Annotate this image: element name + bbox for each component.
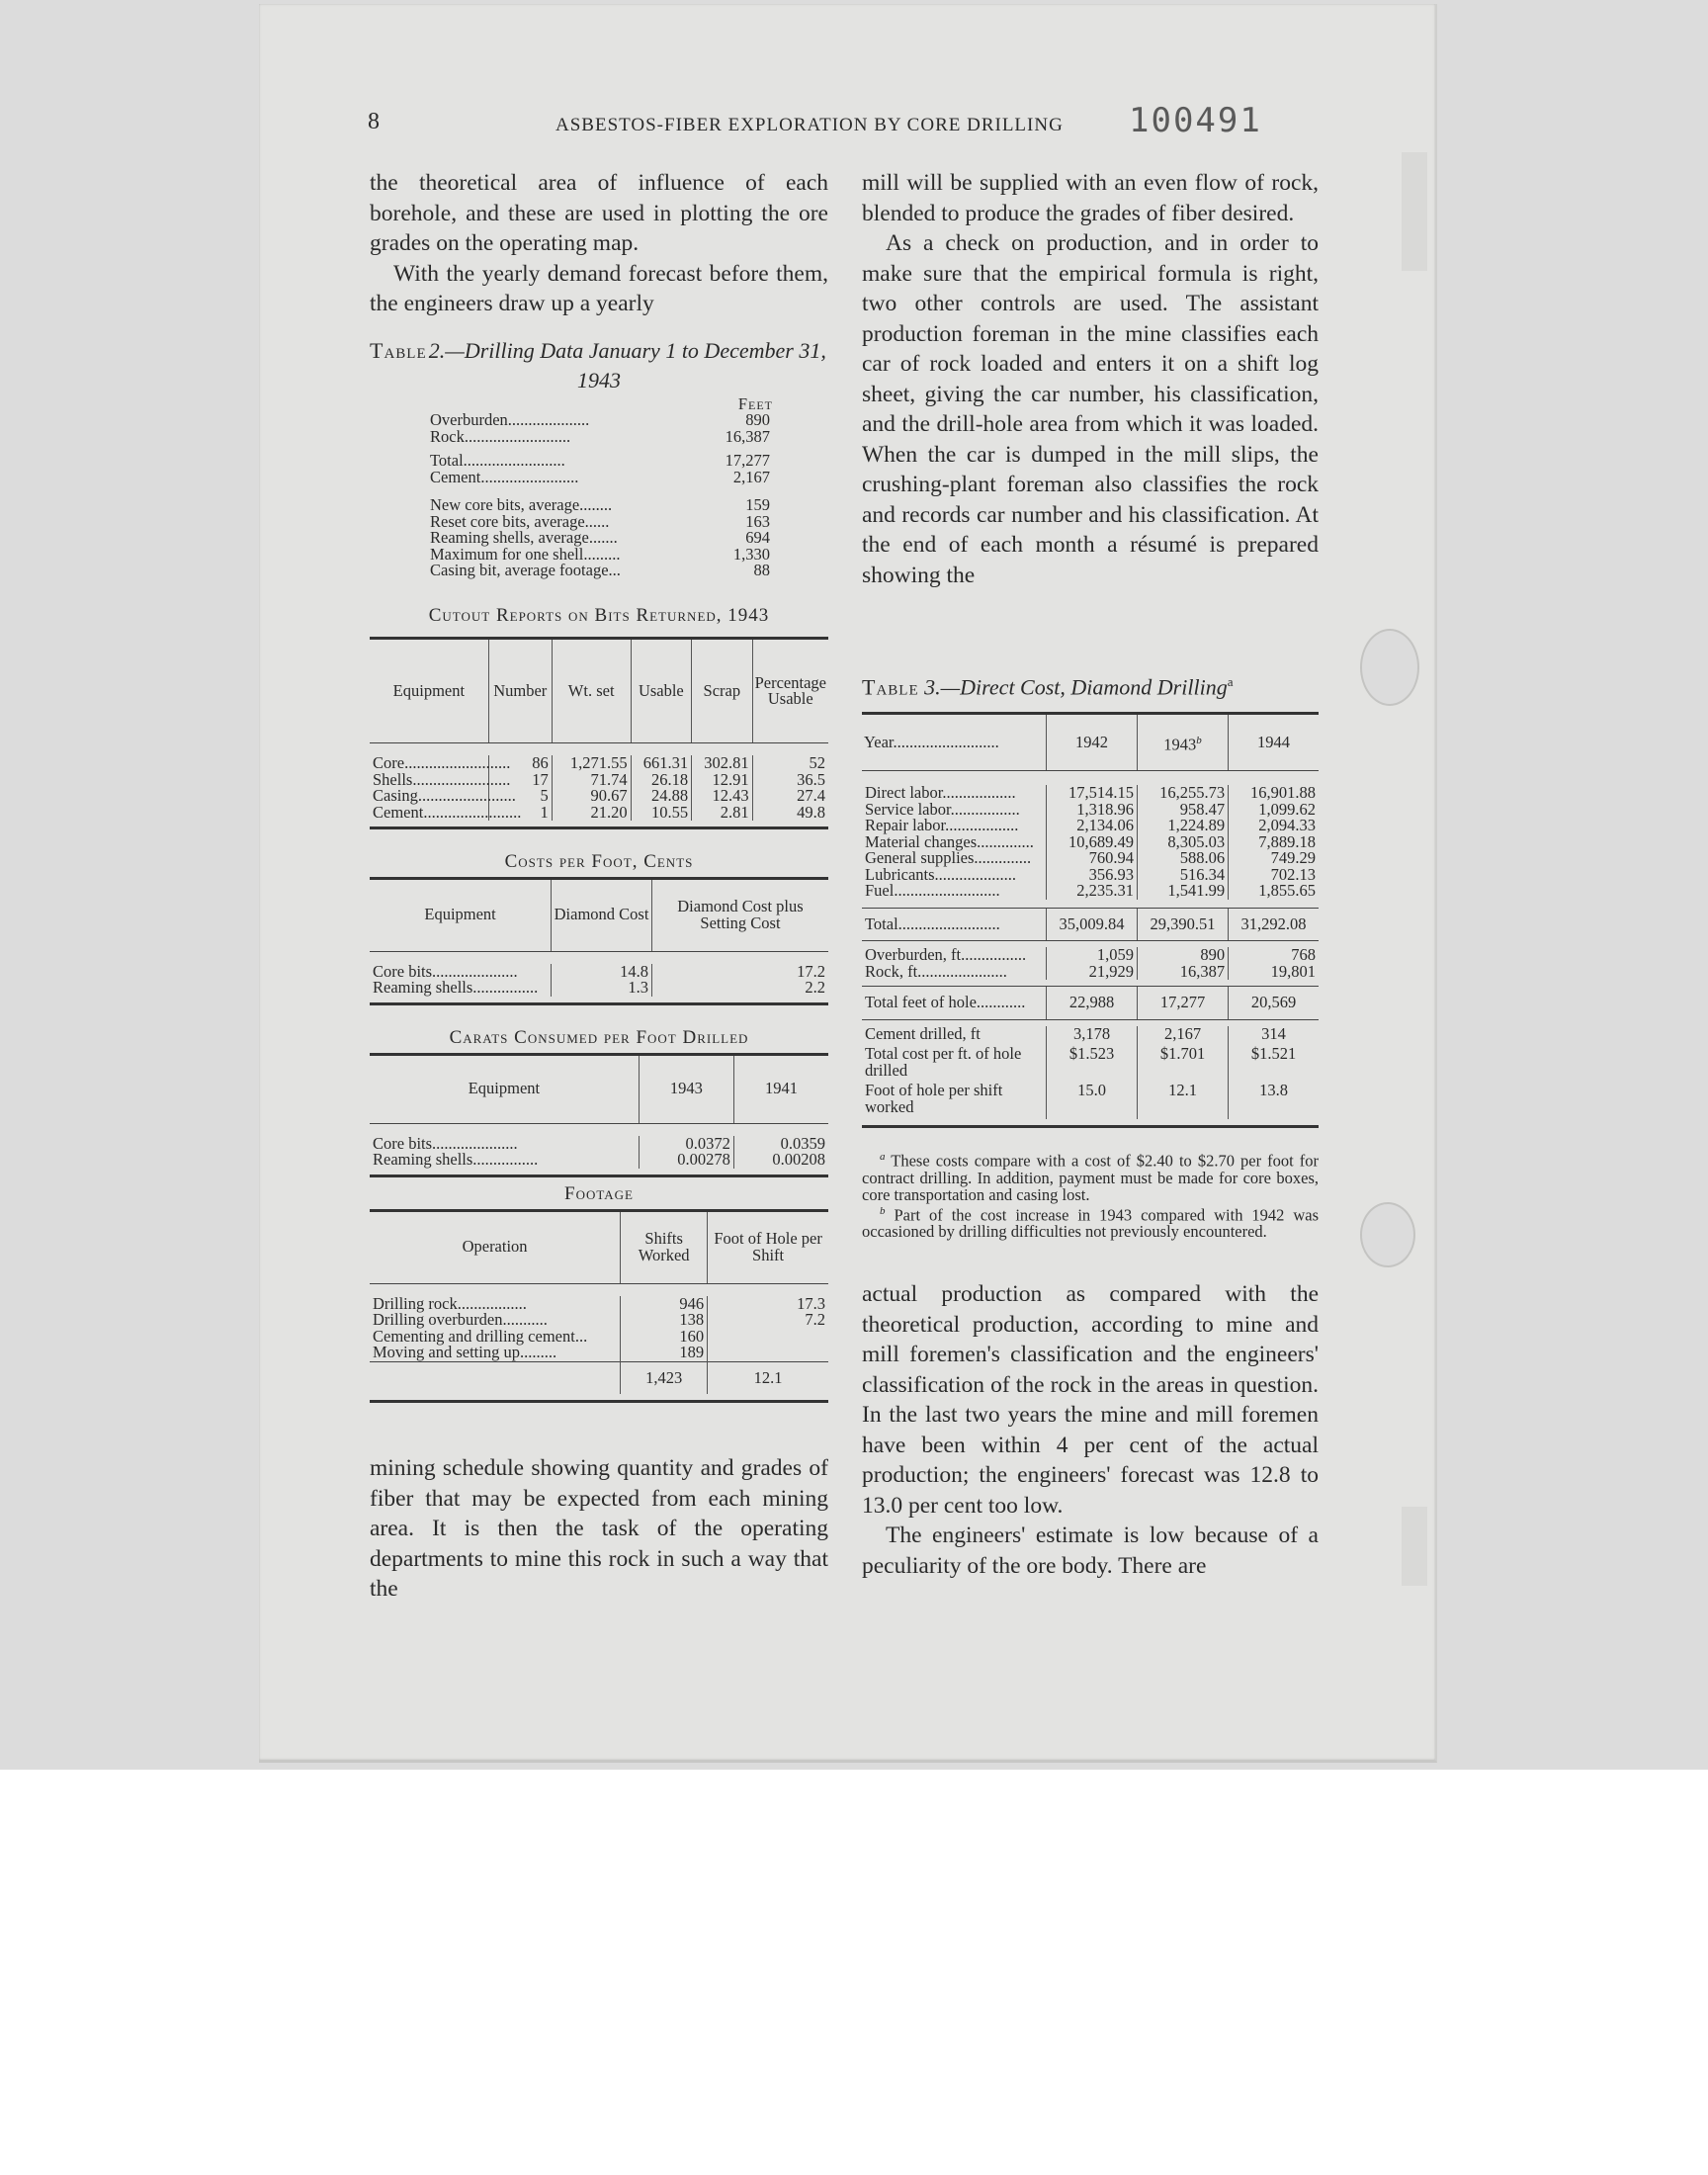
column-header: Equipment	[370, 639, 488, 743]
column-header: 1942	[1047, 714, 1138, 771]
row-value: 0.00208	[733, 1152, 828, 1169]
row-value: 702.13	[1229, 867, 1319, 884]
row-label: Rock, ft......................	[865, 961, 1007, 981]
row-value: 1,271.55	[552, 755, 631, 772]
table-header-row	[370, 1054, 828, 1123]
cutout-title: Cutout Reports on Bits Returned, 1943	[428, 605, 770, 626]
row-value: 17,277	[1138, 987, 1229, 1020]
row-value: $1.523	[1047, 1046, 1138, 1083]
right-column	[862, 168, 1319, 590]
footnote-b: $^b$ Part of the cost increase in 1943 compared with 1942 was occasioned by drilling difficulties not previously encountered.	[862, 1204, 1320, 1241]
document-page	[259, 4, 1437, 1763]
row-value: 5	[488, 788, 552, 805]
column-header: Usable	[631, 639, 691, 743]
row-value: 138	[621, 1312, 708, 1329]
row-value: 1,099.62	[1229, 802, 1319, 819]
row-label: Service labor.................	[865, 799, 1020, 819]
column-header: Percentage Usable	[752, 639, 828, 743]
row-value: 17,514.15	[1047, 785, 1138, 802]
row-value: 890	[1138, 947, 1229, 964]
row-value: 1	[488, 805, 552, 822]
row-label: Lubricants....................	[865, 864, 1017, 884]
row-label: Cementing and drilling cement...	[373, 1326, 588, 1346]
table2-rows-total	[427, 453, 773, 485]
row-value: 7,889.18	[1229, 834, 1319, 851]
row-label: Total feet of hole............	[862, 987, 1047, 1020]
row-label: Casing bit, average footage...	[430, 561, 621, 579]
row-value: 71.74	[552, 772, 631, 789]
row-value: 2.81	[692, 805, 752, 822]
row-label: Cement drilled, ft	[865, 1023, 981, 1043]
row-value: 90.67	[552, 788, 631, 805]
cutout-table	[370, 637, 828, 829]
table-row	[427, 563, 773, 579]
row-value: 86	[488, 755, 552, 772]
table-row	[862, 1026, 1319, 1047]
paragraph: The engineers' estimate is low because of a peculiarity of the ore body. There are	[862, 1522, 1319, 1579]
row-value: 29,390.51	[1138, 908, 1229, 941]
table-row	[370, 1152, 828, 1169]
row-value: 49.8	[752, 805, 828, 822]
paragraph: With the yearly demand forecast before them, the engineers draw up a yearly	[370, 260, 828, 316]
table3	[862, 712, 1319, 1128]
row-value: 22,988	[1047, 987, 1138, 1020]
row-value: 21,929	[1047, 964, 1138, 981]
column-header: 1941	[733, 1054, 828, 1123]
row-value: 0.0359	[733, 1136, 828, 1153]
row-value: 768	[1229, 947, 1319, 964]
row-value: 31,292.08	[1229, 908, 1319, 941]
torn-edge	[1402, 152, 1427, 271]
carats-table	[370, 1026, 828, 1177]
row-value: 1,330	[732, 544, 770, 564]
row-value: 1,059	[1047, 947, 1138, 964]
row-value: 13.8	[1229, 1083, 1319, 1119]
row-value: 20,569	[1229, 987, 1319, 1020]
running-title: ASBESTOS-FIBER EXPLORATION BY CORE DRILLING	[555, 115, 1064, 135]
row-value: 3,178	[1047, 1026, 1138, 1047]
table2	[427, 395, 773, 579]
row-value: 16,901.88	[1229, 785, 1319, 802]
left-column	[370, 168, 828, 319]
row-label: Maximum for one shell.........	[430, 544, 621, 564]
total-value: 1,423	[621, 1361, 708, 1394]
row-label: General supplies..............	[865, 848, 1032, 867]
row-value: 17.2	[651, 964, 828, 981]
row-value: 760.94	[1047, 850, 1138, 867]
row-label: Overburden, ft................	[865, 945, 1027, 964]
row-value: 356.93	[1047, 867, 1138, 884]
table-row	[370, 805, 828, 822]
table2-unit-head: Feet	[737, 394, 773, 413]
row-label: Reaming shells................	[373, 978, 539, 997]
column-header: Scrap	[692, 639, 752, 743]
row-label: Core bits.....................	[373, 1133, 518, 1153]
table2-caption: Table 2.—Drilling Data January 1 to December 31, 1943	[370, 338, 826, 392]
total-row	[862, 987, 1319, 1020]
costs-table	[370, 850, 828, 1005]
column-header: Equipment	[370, 878, 552, 951]
row-label: Overburden....................	[430, 410, 590, 429]
table2-rows	[427, 412, 773, 445]
row-value: 1,224.89	[1138, 818, 1229, 834]
left-column-end	[370, 1453, 828, 1605]
row-label: Shells........................	[373, 769, 511, 789]
row-label: Cement........................	[373, 802, 522, 822]
table-title: Costs per Foot, Cents	[504, 851, 694, 872]
row-label: Rock..........................	[430, 426, 571, 446]
row-value: 2,134.06	[1047, 818, 1138, 834]
row-value: 588.06	[1138, 850, 1229, 867]
column-header: 1944	[1229, 714, 1319, 771]
column-header: Diamond Cost plus Setting Cost	[651, 878, 828, 951]
row-value: 26.18	[631, 772, 691, 789]
row-value: 0.0372	[639, 1136, 733, 1153]
row-label: Core..........................	[373, 753, 511, 772]
row-value: 21.20	[552, 805, 631, 822]
row-label: New core bits, average........	[430, 495, 613, 514]
row-value: 16,255.73	[1138, 785, 1229, 802]
right-column-end	[862, 1279, 1319, 1581]
paragraph: actual production as compared with the theoretical production, according to mine and mill foremen's classification and the engineers' classification of the rock in the areas in question. In the last two years the mine and mill foremen have been within 4 per cent of the actual production; the engineers' forecast was 12.8 to 13.0 per cent too low.	[862, 1281, 1319, 1519]
row-value: 2,235.31	[1047, 883, 1138, 900]
row-value: 163	[745, 511, 770, 531]
row-value: 12.43	[692, 788, 752, 805]
footage-table	[370, 1182, 828, 1403]
column-header: Operation	[370, 1210, 621, 1283]
row-label: Reset core bits, average......	[430, 511, 610, 531]
table-row	[427, 470, 773, 486]
row-value: 516.34	[1138, 867, 1229, 884]
total-row	[862, 908, 1319, 941]
row-value: 8,305.03	[1138, 834, 1229, 851]
table-header-row	[370, 639, 828, 743]
row-label: Total.........................	[430, 451, 565, 470]
torn-edge	[1402, 1507, 1427, 1586]
column-header: 1943	[639, 1054, 733, 1123]
total-value	[370, 1361, 621, 1394]
row-value: 0.00278	[639, 1152, 733, 1169]
table3-footnotes	[862, 1149, 1319, 1240]
table-row	[862, 1046, 1319, 1083]
row-value: 159	[745, 495, 770, 514]
row-value: 314	[1229, 1026, 1319, 1047]
row-value	[708, 1345, 828, 1361]
row-value: 2,167	[732, 467, 770, 486]
row-value: 1,541.99	[1138, 883, 1229, 900]
row-value	[708, 1329, 828, 1346]
scan-margin	[0, 1770, 1708, 2175]
row-label: Foot of hole per shift worked	[865, 1081, 1003, 1116]
table3-caption: Table 3.—Direct Cost, Diamond Drilling$^a$	[862, 674, 1234, 700]
row-label: Moving and setting up.........	[373, 1343, 557, 1361]
row-value: 17	[488, 772, 552, 789]
row-value: 890	[745, 410, 770, 429]
column-header: Wt. set	[552, 639, 631, 743]
table3-title: 3.—Direct Cost, Diamond Drilling	[924, 674, 1228, 700]
row-label: Casing........................	[373, 786, 516, 805]
table2-title: 2.—Drilling Data January 1 to December 31, 1943	[428, 338, 826, 392]
row-label: Core bits.....................	[373, 961, 518, 981]
row-value: 88	[753, 561, 770, 579]
row-value: 189	[621, 1345, 708, 1361]
row-value: 160	[621, 1329, 708, 1346]
punch-hole	[1360, 629, 1419, 706]
table2-rows-averages	[427, 497, 773, 579]
row-value: 7.2	[708, 1312, 828, 1329]
column-header: Number	[488, 639, 552, 743]
row-value: 946	[621, 1296, 708, 1313]
column-header: 1943$^b$	[1138, 714, 1229, 771]
row-value: 2.2	[651, 980, 828, 997]
table-row	[427, 429, 773, 446]
footnote-a: $^a$ These costs compare with a cost of $2.40 to $2.70 per foot for contract drilling. In addition, payment must be made for core boxes, core transportation and casing lost.	[862, 1151, 1320, 1204]
row-label: Repair labor..................	[865, 816, 1019, 834]
row-value: 694	[745, 528, 770, 547]
total-value: 12.1	[708, 1361, 828, 1394]
column-header: Diamond Cost	[552, 878, 652, 951]
row-value: 1,855.65	[1229, 883, 1319, 900]
row-value: 2,167	[1138, 1026, 1229, 1047]
row-value: 12.91	[692, 772, 752, 789]
column-header: Foot of Hole per Shift	[708, 1210, 828, 1283]
row-value: 35,009.84	[1047, 908, 1138, 941]
row-value: 14.8	[552, 964, 652, 981]
row-value: 16,387	[725, 426, 770, 446]
row-label: Reaming shells................	[373, 1150, 539, 1169]
paragraph: mining schedule showing quantity and grades of fiber that may be expected from each mining area. It is then the task of the operating departments to mine this rock in such a way that the	[370, 1455, 828, 1602]
column-header: Year..........................	[862, 714, 1047, 771]
stamp-number: 100491	[1129, 101, 1262, 140]
column-header: Shifts Worked	[621, 1210, 708, 1283]
row-value: $1.521	[1229, 1046, 1319, 1083]
row-value: 10.55	[631, 805, 691, 822]
row-value: 19,801	[1229, 964, 1319, 981]
row-label: Reaming shells, average.......	[430, 528, 618, 547]
row-label: Material changes..............	[865, 831, 1034, 851]
row-value: 12.1	[1138, 1083, 1229, 1119]
row-label: Drilling overburden...........	[373, 1310, 548, 1329]
row-label: Fuel..........................	[865, 881, 1000, 900]
row-value: $1.701	[1138, 1046, 1229, 1083]
row-value: 749.29	[1229, 850, 1319, 867]
row-value: 2,094.33	[1229, 818, 1319, 834]
row-value: 24.88	[631, 788, 691, 805]
table-header-row	[370, 878, 828, 951]
row-value: 27.4	[752, 788, 828, 805]
table-row	[862, 964, 1319, 981]
row-label: Cement........................	[430, 467, 579, 486]
table-row	[862, 883, 1319, 900]
total-row	[370, 1361, 828, 1394]
row-label: Total cost per ft. of hole drilled	[865, 1044, 1022, 1080]
page-number: 8	[368, 109, 381, 134]
paragraph: the theoretical area of influence of each borehole, and these are used in plotting the ore grades on the operating map.	[370, 170, 828, 256]
row-value: 661.31	[631, 755, 691, 772]
table-header-row	[370, 1210, 828, 1283]
row-value: 17.3	[708, 1296, 828, 1313]
row-label: Total.........................	[862, 908, 1047, 941]
row-value: 958.47	[1138, 802, 1229, 819]
row-value: 302.81	[692, 755, 752, 772]
row-label: Drilling rock.................	[373, 1293, 527, 1313]
paragraph: mill will be supplied with an even flow of rock, blended to produce the grades of fiber desired.	[862, 170, 1319, 226]
row-value: 17,277	[725, 451, 770, 470]
row-value: 10,689.49	[1047, 834, 1138, 851]
paragraph: As a check on production, and in order to make sure that the empirical formula is right, two other controls are used. The assistant production foreman in the mine classifies each car of rock loaded and enters it on a shift log sheet, giving the car number, his classification, and the drill-hole area from which it was loaded. When the car is dumped in the mill slips, the crushing-plant foreman also classifies the rock and records car number and his classification. At the end of each month a résumé is prepared showing the	[862, 230, 1319, 588]
table-row	[370, 980, 828, 997]
row-value: 15.0	[1047, 1083, 1138, 1119]
punch-hole	[1360, 1202, 1415, 1267]
row-value: 52	[752, 755, 828, 772]
table-header-row	[862, 714, 1319, 771]
row-value: 1,318.96	[1047, 802, 1138, 819]
table-title: Footage	[564, 1183, 634, 1204]
table-title: Carats Consumed per Foot Drilled	[449, 1027, 749, 1048]
table-row	[370, 1345, 828, 1361]
row-value: 16,387	[1138, 964, 1229, 981]
row-label: Direct labor..................	[865, 783, 1016, 802]
row-value: 1.3	[552, 980, 652, 997]
row-value: 36.5	[752, 772, 828, 789]
table-row	[862, 1083, 1319, 1119]
column-header: Equipment	[370, 1054, 639, 1123]
